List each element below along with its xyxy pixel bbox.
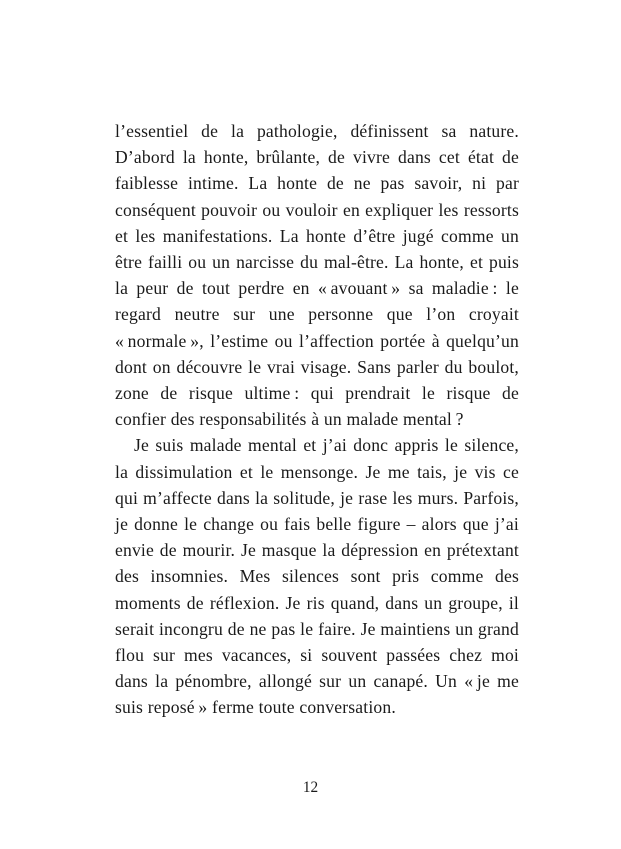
page-number: 12 [302, 779, 319, 796]
body-paragraph: Je suis malade mental et j’ai donc appris le silence, la dissimulation et le mensonge. Je me tais, je vis ce qui m’affecte dans la solitude, je rase les murs. Parfois, je donne le change ou fais belle figure – alors que j’ai envie de mourir. Je masque la dépression en prétextant des insomnies. Mes silences sont pris comme des moments de réflexion. Je ris quand, dans un groupe, il serait incongru de ne pas le faire. Je maintiens un grand flou sur mes vacances, si souvent passées chez moi dans la pénombre, allongé sur un canapé. Un « je me suis reposé » ferme toute conversation. [115, 435, 519, 718]
body-paragraph: l’essentiel de la pathologie, définissent sa nature. D’abord la honte, brûlante, de vivre dans cet état de faiblesse intime. La honte de ne pas savoir, ni par conséquent pouvoir ou vouloir en expliquer les ressorts et les manifestations. La honte d’être jugé comme un être failli ou un narcisse du mal-être. La honte, et puis la peur de tout perdre en « avouant » sa maladie : le regard neutre sur une personne que l’on croyait « normale », l’estime ou l’affection portée à quelqu’un dont on découvre le vrai visage. Sans parler du boulot, zone de risque ultime : qui prendrait le risque de confier des responsabilités à un malade mental ? [115, 121, 519, 430]
body-text-column [115, 118, 519, 721]
